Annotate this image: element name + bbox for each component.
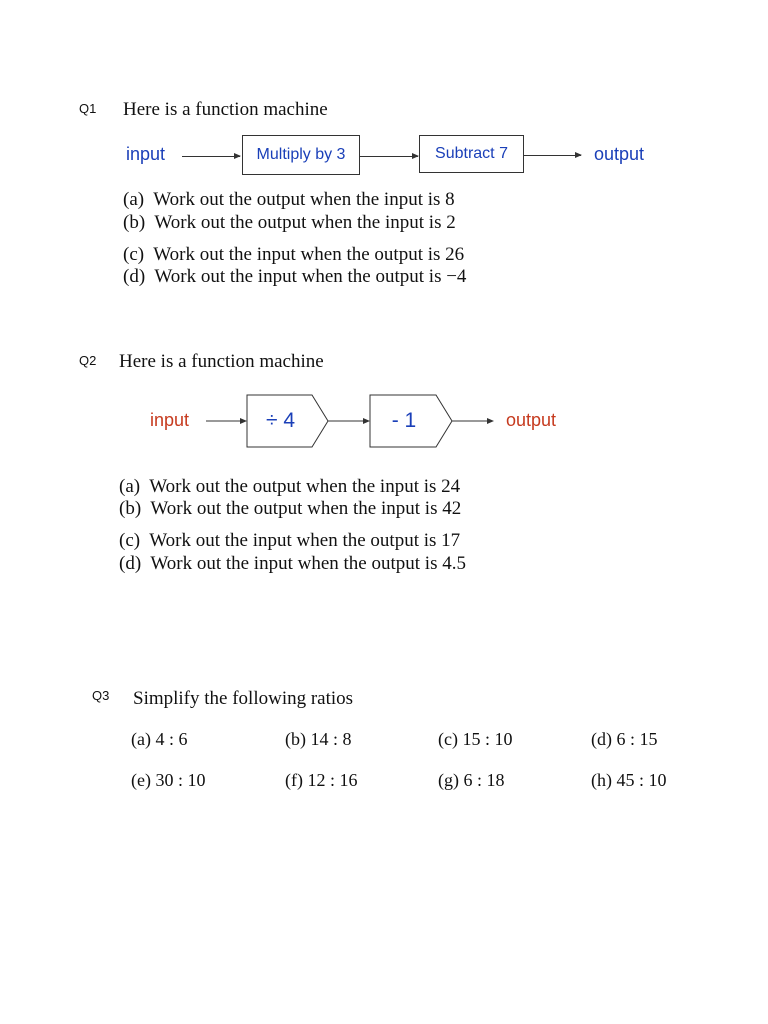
fm1-input-label: input [126, 144, 166, 164]
ratio-value: 12 : 16 [307, 770, 358, 790]
question-2-number: Q2 [79, 353, 97, 368]
ratio-label: (f) [285, 770, 303, 790]
part-text: Work out the input when the output is 26 [153, 244, 465, 265]
fm1-arrow-1 [182, 156, 240, 157]
question-2-title: Here is a function machine [119, 351, 324, 372]
part-label: (b) [119, 498, 142, 519]
part-text: Work out the input when the output is 4.5 [150, 553, 466, 574]
fm1-subtract-box: Subtract 7 [419, 135, 524, 173]
ratio-value: 45 : 10 [616, 770, 667, 790]
ratio-value: 6 : 15 [616, 729, 658, 749]
part-text: Work out the input when the output is 17 [149, 530, 461, 551]
ratio-item-b [285, 729, 352, 750]
ratio-value: 6 : 18 [463, 770, 505, 790]
part-label: (d) [119, 553, 142, 574]
part-label: (c) [123, 244, 145, 265]
ratio-label: (e) [131, 770, 151, 790]
fm1-multiply-box: Multiply by 3 [242, 135, 360, 175]
ratio-item-e [131, 770, 206, 791]
ratio-item-a [131, 729, 188, 750]
ratio-label: (g) [438, 770, 459, 790]
ratio-label: (b) [285, 729, 306, 749]
fm2-subtract-label: - 1 [391, 409, 417, 432]
fm2-arrowhead-2 [363, 418, 370, 424]
fm1-output-label: output [594, 144, 645, 164]
part-text: Work out the output when the input is 24 [149, 476, 461, 497]
part-label: (d) [123, 266, 146, 287]
ratio-item-h [591, 770, 667, 791]
ratio-label: (d) [591, 729, 612, 749]
q2-part-a [119, 476, 460, 498]
fm2-output-label: output [506, 410, 557, 430]
q2-part-d [119, 553, 466, 575]
part-text: Work out the input when the output is −4 [154, 266, 467, 287]
question-1-title: Here is a function machine [123, 99, 328, 120]
fm2-arrowhead-3 [487, 418, 494, 424]
ratio-value: 30 : 10 [155, 770, 206, 790]
ratio-value: 15 : 10 [462, 729, 513, 749]
part-text: Work out the output when the input is 42 [150, 498, 462, 519]
ratio-label: (a) [131, 729, 151, 749]
fm2-input-label: input [150, 410, 190, 430]
q1-part-a [123, 189, 455, 211]
ratio-item-f [285, 770, 358, 791]
q2-part-c [119, 530, 460, 552]
part-label: (b) [123, 212, 146, 233]
part-label: (c) [119, 530, 141, 551]
q1-part-d [123, 266, 466, 288]
q2-part-b [119, 498, 461, 520]
part-label: (a) [123, 189, 145, 210]
part-text: Work out the output when the input is 8 [153, 189, 455, 210]
fm1-arrow-2 [360, 156, 418, 157]
ratio-label: (h) [591, 770, 612, 790]
ratio-item-g [438, 770, 505, 791]
question-3-number: Q3 [92, 688, 110, 703]
question-3-title: Simplify the following ratios [133, 688, 354, 709]
ratio-value: 4 : 6 [155, 729, 188, 749]
ratio-value: 14 : 8 [310, 729, 352, 749]
ratio-item-c [438, 729, 513, 750]
ratio-label: (c) [438, 729, 458, 749]
part-label: (a) [119, 476, 141, 497]
fm1-arrow-3 [524, 155, 581, 156]
q1-part-b [123, 212, 456, 234]
fm2-arrowhead-1 [240, 418, 247, 424]
question-1-number: Q1 [79, 101, 97, 116]
ratio-item-d [591, 729, 658, 750]
q1-part-c [123, 244, 464, 266]
part-text: Work out the output when the input is 2 [154, 212, 456, 233]
fm2-divide-label: ÷ 4 [265, 409, 296, 432]
